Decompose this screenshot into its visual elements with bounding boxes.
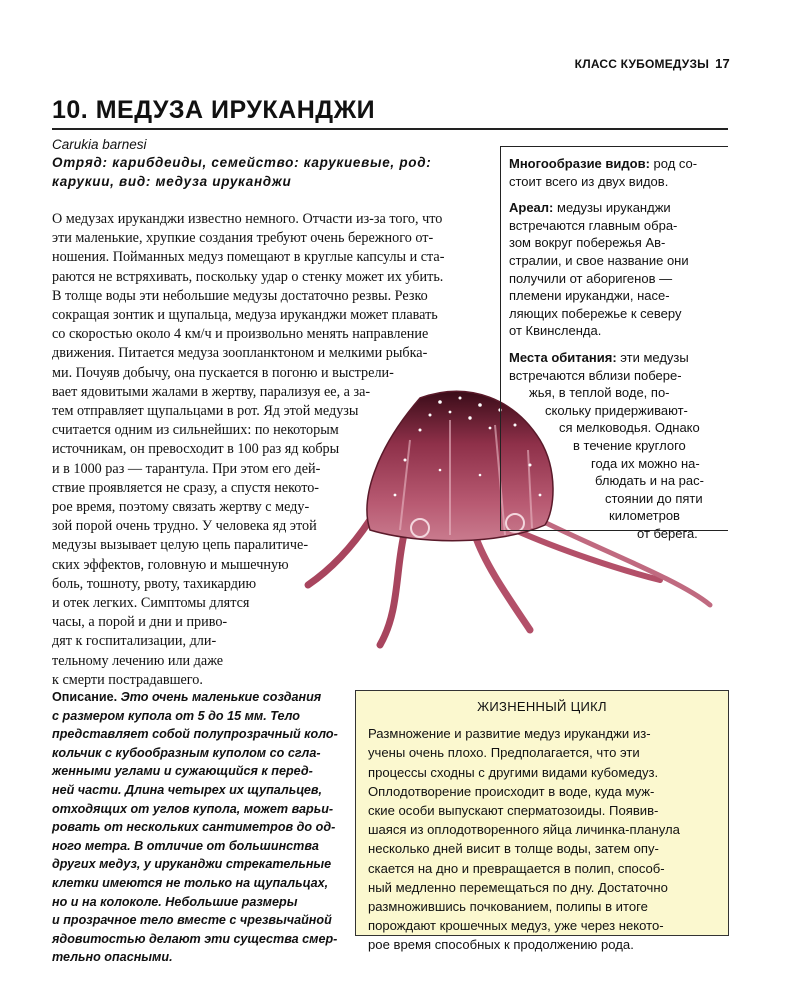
text-line: вает ядовитыми жалами в жертву, парализуя ее, а за- — [52, 383, 371, 400]
facts-sidebar — [500, 146, 728, 541]
text-line: В толще воды эти небольшие медузы достаточно резвы. Резко — [52, 287, 428, 304]
description-label: Описание. — [52, 690, 118, 704]
main-text — [52, 210, 444, 690]
range-block: Ареал: медузы ируканджи встречаются главным обра- зом вокруг побережья Ав- стралии, и свое название они получили от аборигенов — племени ируканджи, насе- ляющих побережье к северу от Квинсленда. — [509, 200, 689, 339]
range-label: Ареал: — [509, 200, 554, 216]
text-line: считается одним из сильнейших: по некоторым — [52, 422, 339, 439]
text-line: раются не встряхивать, поскольку удар о стенку может их убить. — [52, 268, 444, 285]
header-section: КЛАСС КУБОМЕДУЗЫ — [574, 57, 710, 71]
running-header — [575, 56, 730, 71]
text-line: со скоростью около 4 км/ч и произвольно менять направление — [52, 326, 429, 343]
text-line: и отек легких. Симптомы длятся — [52, 595, 250, 612]
text-line: тельному лечению или даже — [52, 652, 224, 669]
diversity-label: Многообразие видов: — [509, 156, 650, 171]
diversity-block: Многообразие видов: род со- стоит всего из двух видов. — [509, 156, 698, 189]
text-line: рое время, поэтому связать жертву с меду- — [52, 499, 310, 516]
text-line: и в 1000 раз — тарантула. При этом его дей- — [52, 460, 321, 477]
lifecycle-box: ЖИЗНЕННЫЙ ЦИКЛ Размножение и развитие медуз ируканджи из- учены очень плохо. Предполагается, что эти процессы сходны с другими видами кубомедуз. Оплодотворение происходит в воде, куда муж- ские особи выпускают сперматозоиды. Появив- шаяся из оплодотворенного яйца личинка-планула несколько дней висит в толще воды, затем опу- скается на дно и превращается в полип, способ- ный медленно перемещаться по дну. Достаточно размножившись почкованием, полипы в итоге порождают крошечных медуз, уже через некото- рое время способных к продолжению рода. — [355, 690, 729, 936]
tentacle — [475, 535, 530, 630]
latin-name: Carukia barnesi — [52, 137, 147, 152]
text-line: источникам, он превосходит в 100 раз яд кобры — [52, 441, 340, 458]
taxonomy: Отряд: карибдеиды, семейство: карукиевые, род: карукии, вид: медуза ируканджи — [52, 155, 432, 189]
text-line: ми. Почуяв добычу, она пускается в погоню и выстрели- — [52, 364, 394, 381]
page-title: 10. МЕДУЗА ИРУКАНДЖИ — [52, 96, 376, 124]
text-line: медузы вызывает целую цепь паралитиче- — [52, 537, 309, 554]
text-line: сокращая зонтик и щупальца, медуза ируканджи может плавать — [52, 307, 438, 324]
text-line: зой порой очень трудно. У человека яд этой — [52, 518, 317, 535]
title-divider — [52, 128, 728, 130]
text-line: к смерти пострадавшего. — [52, 671, 203, 688]
text-line: тем отправляет щупальцами в рот. Яд этой медузы — [52, 403, 359, 420]
text-line: боль, тошноту, рвоту, тахикардию — [52, 575, 257, 592]
text-line: эти маленькие, хрупкие создания требуют очень бережного от- — [52, 230, 434, 247]
text-line: ствие проявляется не сразу, а спустя некото- — [52, 479, 320, 496]
text-line: ских эффектов, головную и мышечную — [52, 556, 289, 573]
text-line: ношения. Пойманных медуз помещают в круглые капсулы и ста- — [52, 249, 445, 266]
habitat-block: Места обитания: эти медузы встречаются вблизи побере- жья, в теплой воде, по- скольку придерживают- ся мелководья. Однако в течение круглого года их можно на- блюдать и на рас- стоянии до пяти километров от берега. — [509, 349, 704, 541]
text-line: О медузах ируканджи известно немного. Отчасти из-за того, что — [52, 211, 443, 227]
habitat-label: Места обитания: — [509, 349, 617, 365]
text-line: дят к госпитализации, дли- — [52, 633, 217, 650]
page-number: 17 — [715, 56, 730, 71]
text-line: часы, а порой и дни и приво- — [52, 614, 228, 631]
description: Описание. Это очень маленькие создания с размером купола от 5 до 15 мм. Тело представляет собой полупрозрачный коло- кольчик с кубообразным куполом со сгла- женными углами и сужающийся к перед- ней части. Длина четырех их щупальцев, отходящих от углов купола, может варьи- ровать от нескольких сантиметров до од- ного метра. В отличие от большинства других медуз, у ируканджи стрекательные клетки имеются не только на щупальцах, но и на колоколе. Небольшие размеры и прозрачное тело вместе с чрезвычайной ядовитостью делают эти существа смер- тельно опасными. — [52, 690, 338, 965]
text-line: движения. Питается медуза зоопланктоном и мелкими рыбка- — [52, 345, 428, 362]
lifecycle-title: ЖИЗНЕННЫЙ ЦИКЛ — [477, 699, 607, 714]
